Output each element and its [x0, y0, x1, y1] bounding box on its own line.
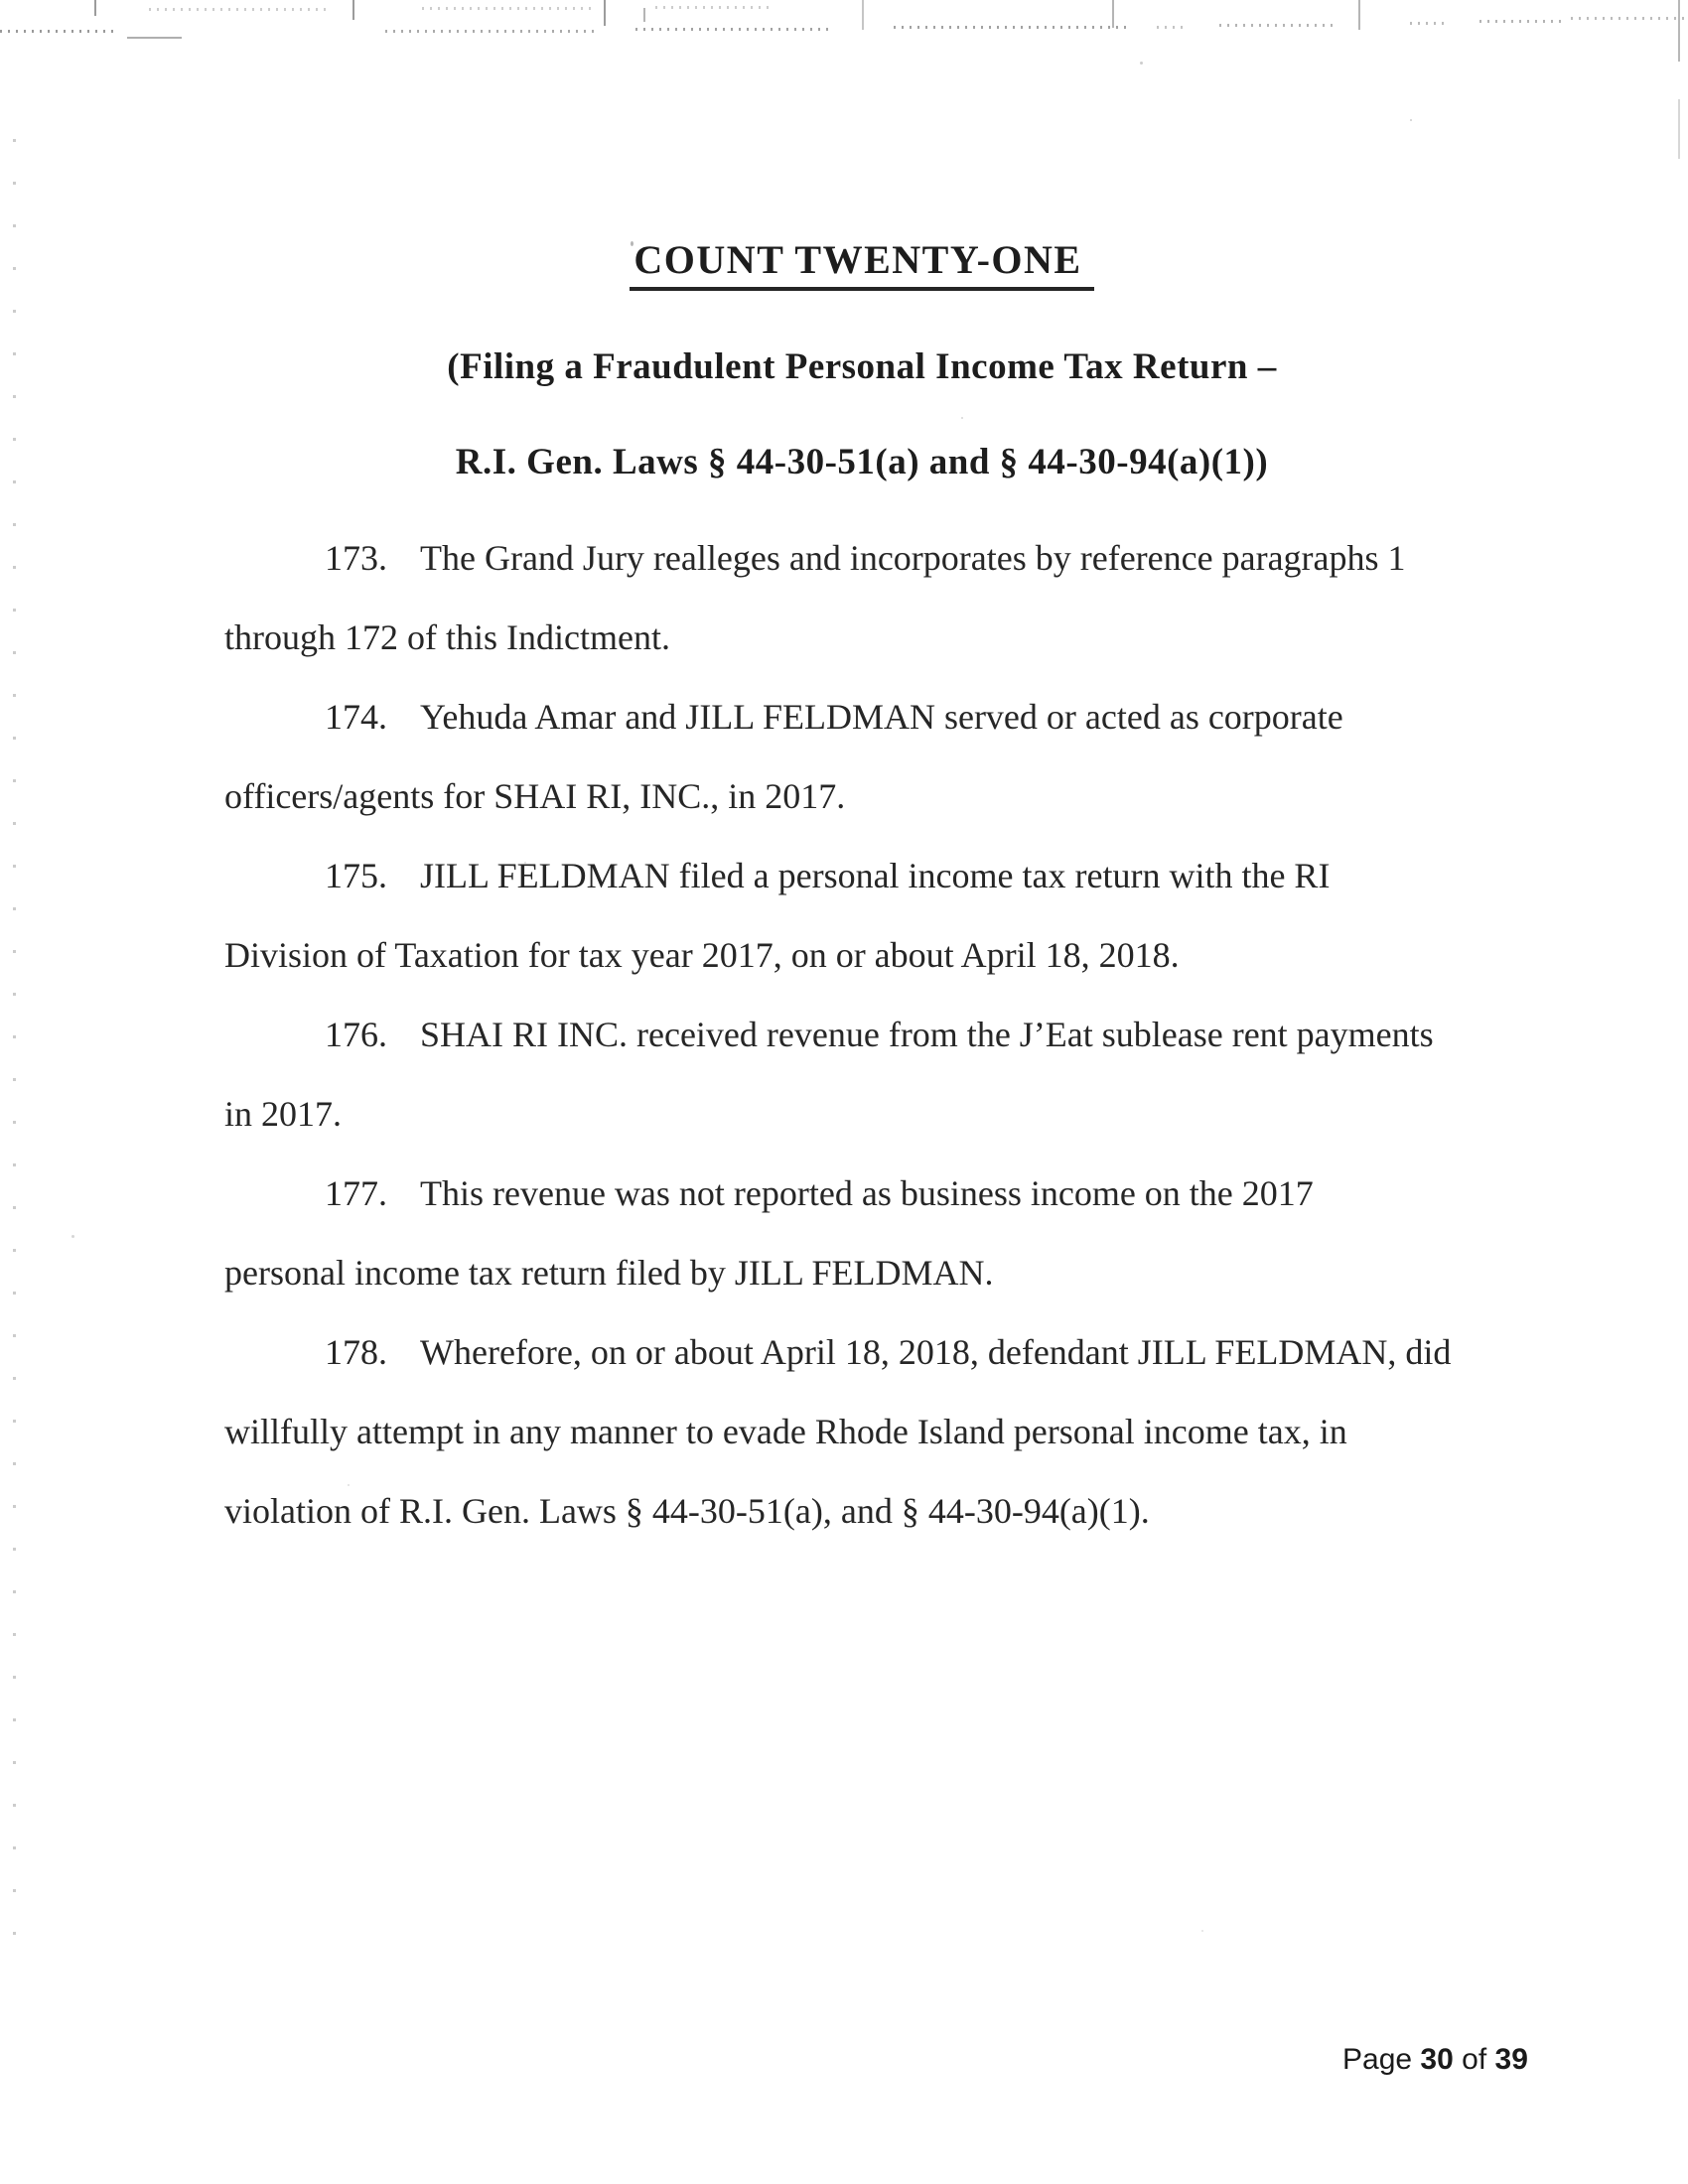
page-number: 30 [1420, 2043, 1454, 2076]
paragraph-text: Wherefore, on or about April 18, 2018, defendant JILL FELDMAN, did [420, 1332, 1452, 1372]
paragraph-line: violation of R.I. Gen. Laws § 44-30-51(a), and § 44-30-94(a)(1). [224, 1491, 1150, 1531]
paragraph-line [224, 995, 1515, 1074]
paragraph-174 [224, 677, 1515, 836]
count-title [18, 236, 1688, 291]
scan-dot-row [0, 30, 114, 33]
paragraph-number: 178. [325, 1332, 387, 1372]
paragraph-text: JILL FELDMAN filed a personal income tax return with the RI [420, 856, 1331, 895]
page-total: 39 [1494, 2043, 1528, 2076]
paragraph-line [224, 1312, 1515, 1392]
count-title-text: COUNT TWENTY-ONE [630, 236, 1093, 291]
page-label: Page [1342, 2043, 1413, 2076]
paragraph-line [224, 1154, 1515, 1233]
scan-dot-row [655, 6, 774, 9]
scan-tick [94, 0, 96, 16]
of-label: of [1462, 2043, 1487, 2076]
paragraph-line [224, 518, 1515, 598]
scan-dot-row [385, 30, 599, 33]
scan-speck [71, 1235, 74, 1238]
scan-dot-row [635, 28, 834, 31]
scan-dot-row [894, 26, 1132, 29]
scan-tick [604, 0, 606, 26]
charge-subtitle-line1: (Filing a Fraudulent Personal Income Tax Return – [447, 346, 1277, 387]
scan-dash [127, 37, 182, 39]
scan-left-margin-noise [13, 139, 16, 1966]
scan-speck [1201, 1930, 1203, 1932]
scan-dot-row [1219, 24, 1338, 27]
paragraph-text: SHAI RI INC. received revenue from the J’Eat sublease rent payments [420, 1015, 1434, 1054]
scan-tick [1112, 0, 1114, 28]
paragraph-line: willfully attempt in any manner to evade Rhode Island personal income tax, in [224, 1412, 1347, 1451]
paragraph-line: officers/agents for SHAI RI, INC., in 2017. [224, 776, 846, 816]
scan-dot-row [149, 8, 328, 11]
paragraph-177 [224, 1154, 1515, 1312]
paragraph-line: in 2017. [224, 1094, 343, 1134]
paragraph-number: 173. [325, 538, 387, 578]
paragraph-text: The Grand Jury realleges and incorporates by reference paragraphs 1 [420, 538, 1406, 578]
paragraph-number: 177. [325, 1173, 387, 1213]
paragraph-176 [224, 995, 1515, 1154]
statute-subtitle-line2: R.I. Gen. Laws § 44-30-51(a) and § 44-30-94(a)(1)) [455, 442, 1269, 482]
scan-dot-row [422, 7, 596, 10]
paragraph-text: Yehuda Amar and JILL FELDMAN served or acted as corporate [420, 697, 1343, 737]
scan-page-edge [1678, 0, 1680, 62]
scan-page-edge [1678, 99, 1680, 159]
paragraph-178 [224, 1312, 1515, 1551]
scan-tick [862, 0, 864, 30]
scan-speck [1140, 62, 1143, 65]
scan-tick [1358, 0, 1360, 30]
paragraph-number: 174. [325, 697, 387, 737]
paragraph-175 [224, 836, 1515, 995]
paragraph-number: 176. [325, 1015, 387, 1054]
paragraph-line: Division of Taxation for tax year 2017, on or about April 18, 2018. [224, 935, 1180, 975]
paragraph-number: 175. [325, 856, 387, 895]
paragraph-173 [224, 518, 1515, 677]
scan-speck [961, 417, 963, 419]
scan-dot-row [1479, 20, 1564, 23]
scan-dot-row [1410, 22, 1445, 25]
paragraph-line: through 172 of this Indictment. [224, 617, 670, 657]
paragraph-line: personal income tax return filed by JILL FELDMAN. [224, 1253, 994, 1293]
indictment-body [224, 518, 1515, 1551]
page-number-footer [1342, 2043, 1528, 2077]
paragraph-line [224, 836, 1515, 915]
paragraph-text: This revenue was not reported as business income on the 2017 [420, 1173, 1314, 1213]
scan-dot-row [1571, 17, 1688, 20]
scan-tick [643, 8, 645, 22]
scan-speck [1410, 119, 1412, 121]
paragraph-line [224, 677, 1515, 756]
scan-tick [352, 0, 354, 20]
scan-dot-row [1157, 26, 1187, 29]
